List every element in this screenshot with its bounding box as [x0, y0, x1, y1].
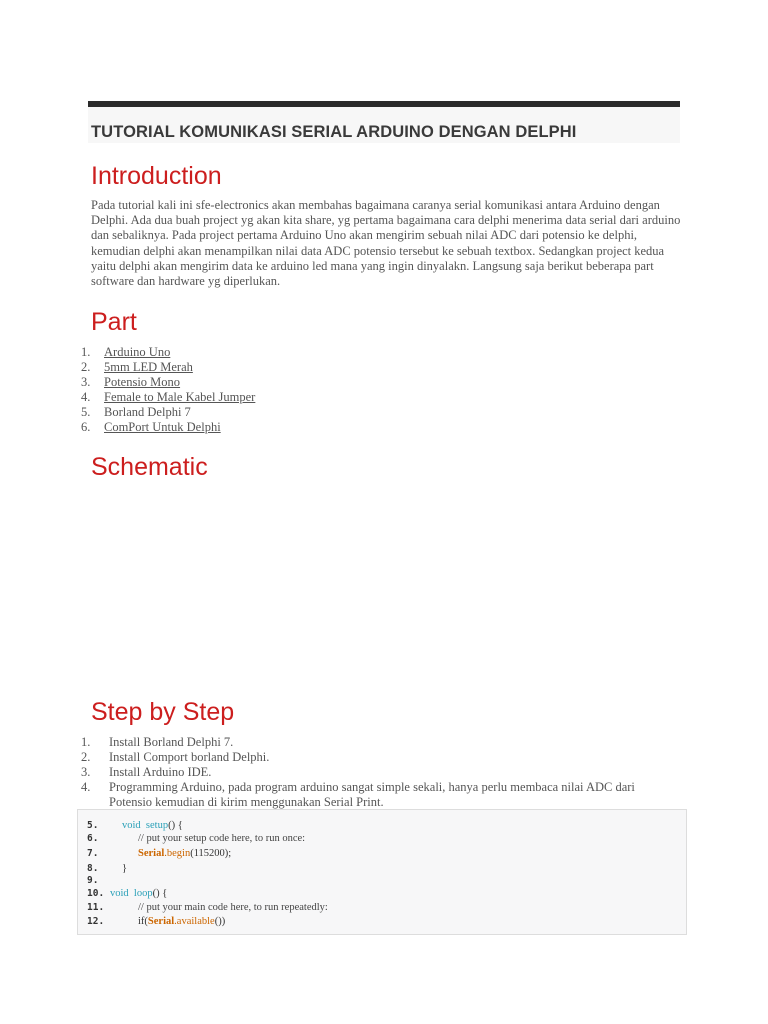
object-name: Serial [138, 848, 165, 859]
part-item [81, 420, 255, 435]
heading-schematic: Schematic [91, 453, 208, 481]
heading-part: Part [91, 308, 137, 336]
code-comment: // put your setup code here, to run once: [138, 833, 306, 844]
code-line [78, 914, 686, 929]
list-number: 5. [81, 405, 91, 419]
parts-list [81, 345, 255, 435]
part-item [81, 345, 255, 360]
object-name: Serial [147, 916, 175, 927]
list-number: 3. [81, 375, 91, 389]
list-number: 1. [81, 345, 91, 359]
heading-introduction: Introduction [91, 162, 222, 190]
code-line [78, 886, 686, 901]
step-text: Install Borland Delphi 7. [109, 735, 234, 749]
code-line [78, 831, 686, 846]
step-item [81, 750, 641, 765]
line-number: 6. [87, 833, 99, 844]
list-number: 2. [81, 360, 91, 374]
code-punct: () { [152, 888, 168, 899]
keyword: void [122, 820, 141, 831]
list-number: 6. [81, 420, 91, 434]
code-text [138, 914, 225, 929]
function-name: loop [133, 888, 153, 899]
code-args: (115200); [190, 848, 232, 859]
code-keyword-if: if( [138, 916, 148, 927]
part-label: Borland Delphi 7 [104, 405, 191, 419]
part-item [81, 360, 255, 375]
line-number: 11. [87, 902, 105, 913]
steps-list [81, 735, 641, 810]
step-text: Install Comport borland Delphi. [109, 750, 270, 764]
part-link[interactable]: Female to Male Kabel Jumper [104, 390, 256, 404]
code-text: } [122, 863, 128, 874]
title-bar [88, 107, 680, 143]
code-text [110, 886, 167, 901]
step-text: Programming Arduino, pada program arduino sangat simple sekali, hanya perlu membaca nilai ADC dari Potensio kemudian di kirim menggunakan Serial Print. [109, 780, 635, 809]
part-item [81, 405, 255, 420]
step-text: Install Arduino IDE. [109, 765, 212, 779]
part-item [81, 390, 255, 405]
code-punct: () { [168, 820, 183, 831]
part-link[interactable]: 5mm LED Merah [104, 360, 193, 374]
list-number: 3. [81, 765, 91, 779]
part-link[interactable]: Arduino Uno [104, 345, 171, 359]
method-name: .available [174, 916, 215, 927]
method-name: .begin [164, 848, 191, 859]
part-item [81, 375, 255, 390]
line-number: 9. [87, 875, 99, 886]
function-name: setup [145, 820, 169, 831]
list-number: 4. [81, 390, 91, 404]
step-item [81, 765, 641, 780]
code-punct: ()) [214, 916, 226, 927]
line-number: 5. [87, 820, 99, 831]
list-number: 2. [81, 750, 91, 764]
code-text [138, 846, 231, 861]
code-line [78, 846, 686, 861]
keyword: void [110, 888, 129, 899]
code-comment: // put your main code here, to run repeatedly: [138, 902, 328, 913]
part-link[interactable]: Potensio Mono [104, 375, 181, 389]
schematic-image-area [91, 490, 681, 685]
list-number: 1. [81, 735, 91, 749]
list-number: 4. [81, 780, 91, 794]
step-item [81, 780, 641, 810]
line-number: 7. [87, 848, 99, 859]
intro-paragraph: Pada tutorial kali ini sfe-electronics akan membahas bagaimana caranya serial komunikasi antara Arduino dengan Delphi. Ada dua buah project yg akan kita share, yg pertama bagaimana cara delphi menerima data serial dari arduino dan sebaliknya. Pada project pertama Arduino Uno akan mengirim sebuah nilai ADC dari potensio ke delphi, kemudian delphi akan menampilkan nilai data ADC potensio tersebut ke sebuah textbox. Sedangkan project kedua yaitu delphi akan mengirim data ke arduino led mana yang ingin dinyalakn. Langsung saja berikut beberapa part software dan hardware yg diperlukan. [91, 198, 681, 289]
part-link[interactable]: ComPort Untuk Delphi [104, 420, 221, 434]
heading-step-by-step: Step by Step [91, 698, 235, 726]
step-item [81, 735, 641, 750]
line-number: 12. [87, 916, 105, 927]
code-block [77, 809, 687, 935]
code-line [78, 900, 686, 915]
line-number: 8. [87, 863, 99, 874]
page-title: TUTORIAL KOMUNIKASI SERIAL ARDUINO DENGAN DELPHI [91, 123, 577, 141]
line-number: 10. [87, 888, 105, 899]
